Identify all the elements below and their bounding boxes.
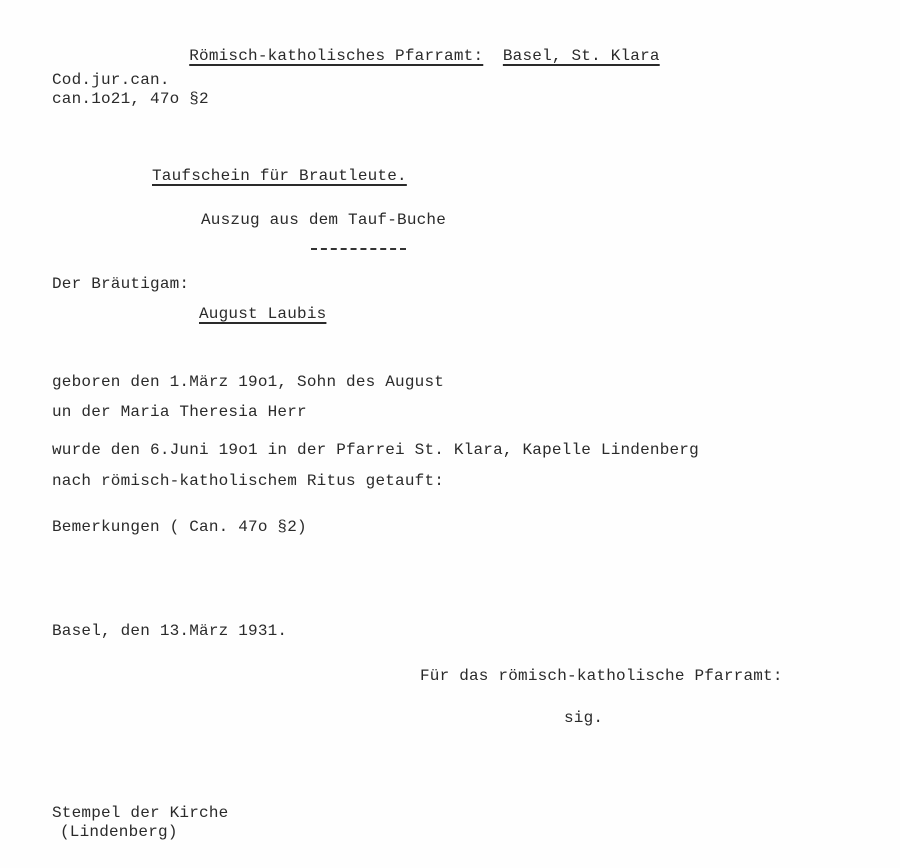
groom-name: August Laubis — [199, 305, 327, 323]
signature-sig: sig. — [564, 709, 604, 727]
remarks-line: Bemerkungen ( Can. 47o §2) — [52, 518, 307, 536]
groom-label: Der Bräutigam: — [52, 275, 190, 293]
signature-office: Für das römisch-katholische Pfarramt: — [420, 667, 783, 685]
stamp-location: (Lindenberg) — [60, 823, 178, 841]
office-location: Basel, St. Klara — [502, 47, 660, 65]
office-label: Römisch-katholisches Pfarramt: — [189, 47, 484, 65]
canon-reference-1: Cod.jur.can. — [52, 71, 170, 89]
document-subtitle: Auszug aus dem Tauf-Buche — [201, 211, 447, 229]
separator-dashes — [311, 248, 406, 250]
parish-office-header — [150, 26, 660, 86]
mother-line: un der Maria Theresia Herr — [52, 403, 307, 421]
canon-reference-2: can.1o21, 47o §2 — [52, 90, 209, 108]
birth-line: geboren den 1.März 19o1, Sohn des August — [52, 373, 445, 391]
baptism-line: wurde den 6.Juni 19o1 in der Pfarrei St. Klara, Kapelle Lindenberg — [52, 441, 699, 459]
document-title: Taufschein für Brautleute. — [152, 167, 407, 185]
place-date: Basel, den 13.März 1931. — [52, 622, 288, 640]
stamp-label: Stempel der Kirche — [52, 804, 229, 822]
rite-line: nach römisch-katholischem Ritus getauft: — [52, 472, 445, 490]
